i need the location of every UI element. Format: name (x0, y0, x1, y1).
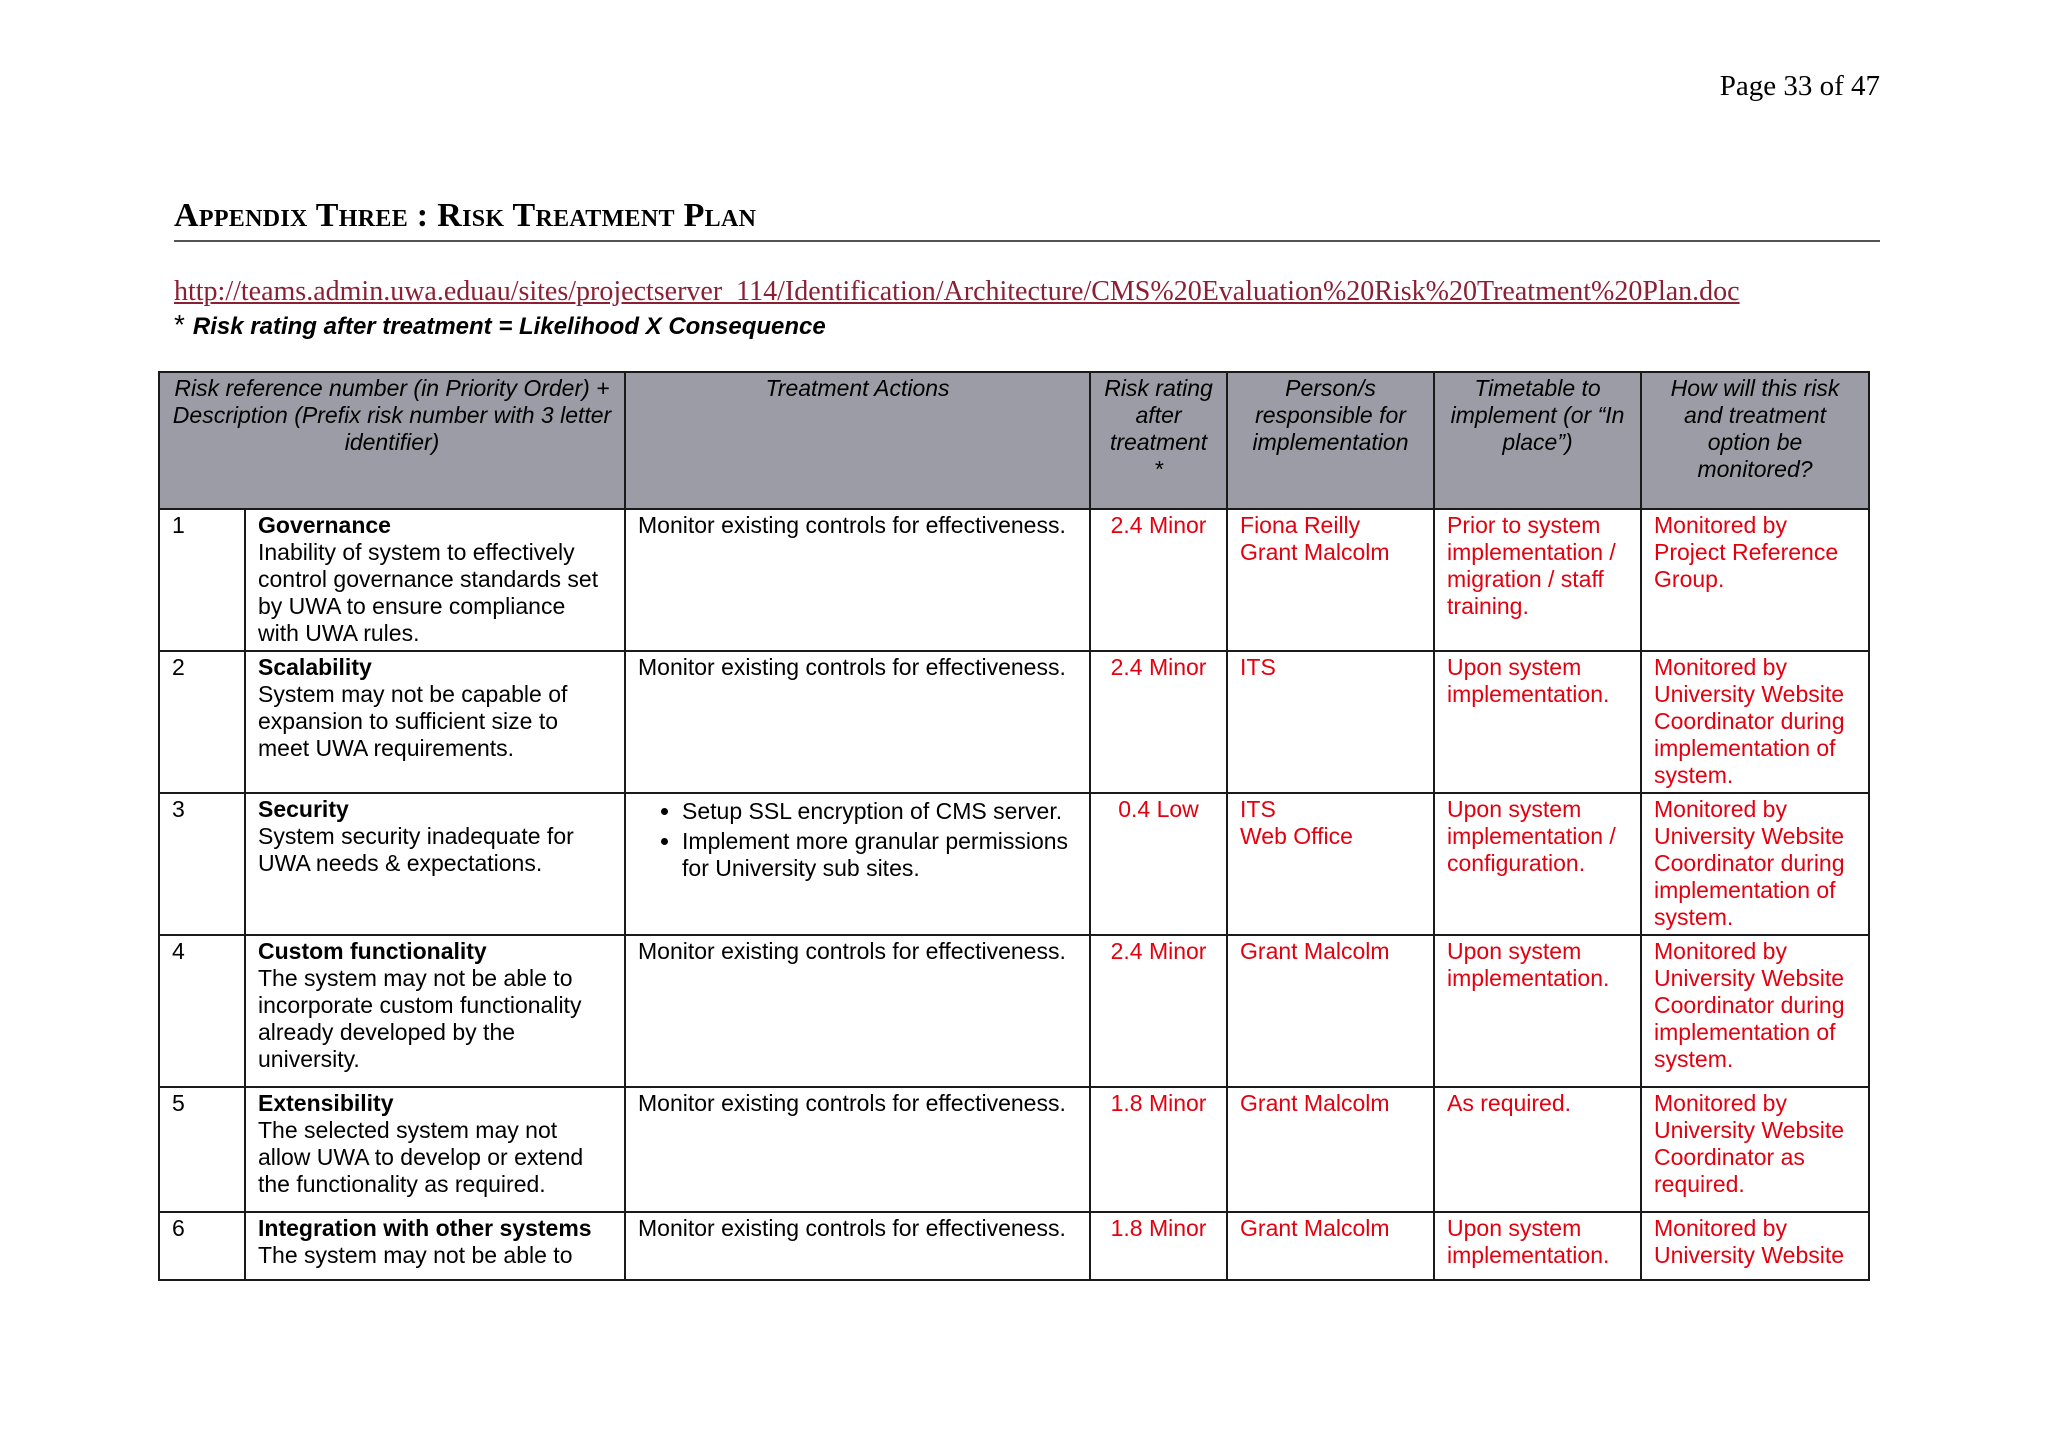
risk-description: The system may not be able to (258, 1242, 573, 1268)
treatment-actions: Monitor existing controls for effectiveness. (625, 1212, 1090, 1280)
treatment-actions: Monitor existing controls for effectiveness. (625, 935, 1090, 1087)
table-header-row (159, 372, 1869, 509)
treatment-actions: Monitor existing controls for effectiveness. (625, 651, 1090, 793)
person-name: Grant Malcolm (1240, 1215, 1390, 1241)
header-risk-rating: Risk rating after treatment * (1090, 372, 1227, 509)
responsible-persons (1227, 793, 1434, 935)
risk-title: Custom functionality (258, 938, 487, 964)
risk-title: Extensibility (258, 1090, 394, 1116)
risk-description-cell (245, 651, 625, 793)
person-name: Grant Malcolm (1240, 539, 1390, 565)
responsible-persons (1227, 1087, 1434, 1212)
heading-underline (174, 240, 1880, 242)
risk-description: The system may not be able to incorporate custom functionality already developed by the university. (258, 965, 582, 1072)
risk-description-cell (245, 1212, 625, 1280)
risk-description-cell (245, 793, 625, 935)
risk-description: The selected system may not allow UWA to develop or extend the functionality as required. (258, 1117, 584, 1197)
table-row (159, 793, 1869, 935)
risk-number: 2 (159, 651, 245, 793)
risk-title: Security (258, 796, 349, 822)
header-treatment-actions: Treatment Actions (625, 372, 1090, 509)
table-row (159, 651, 1869, 793)
monitoring: Monitored by University Website Coordinator during implementation of system. (1641, 935, 1869, 1087)
person-name: ITS (1240, 796, 1276, 822)
monitoring: Monitored by Project Reference Group. (1641, 509, 1869, 651)
person-name: Fiona Reilly (1240, 512, 1361, 538)
risk-title: Governance (258, 512, 391, 538)
risk-rating: 2.4 Minor (1090, 651, 1227, 793)
risk-description: Inability of system to effectively control governance standards set by UWA to ensure compliance with UWA rules. (258, 539, 599, 646)
risk-title: Scalability (258, 654, 372, 680)
risk-number: 1 (159, 509, 245, 651)
timetable: Upon system implementation / configuration. (1434, 793, 1641, 935)
footnote-text: Risk rating after treatment = Likelihood X Consequence (192, 313, 826, 340)
person-name: Grant Malcolm (1240, 938, 1390, 964)
header-risk-reference: Risk reference number (in Priority Order) + Description (Prefix risk number with 3 letter identifier) (159, 372, 625, 509)
risk-rating: 2.4 Minor (1090, 509, 1227, 651)
person-name: Grant Malcolm (1240, 1090, 1390, 1116)
responsible-persons (1227, 935, 1434, 1087)
treatment-actions: Monitor existing controls for effectiveness. (625, 1087, 1090, 1212)
timetable: Upon system implementation. (1434, 935, 1641, 1087)
page-number: Page 33 of 47 (1719, 70, 1880, 102)
risk-description: System may not be capable of expansion to sufficient size to meet UWA requirements. (258, 681, 568, 761)
rating-footnote (174, 307, 1874, 345)
risk-number: 6 (159, 1212, 245, 1280)
treatment-actions: Monitor existing controls for effectiveness. (625, 509, 1090, 651)
header-person-responsible: Person/s responsible for implementation (1227, 372, 1434, 509)
action-bullet-list (638, 798, 1077, 882)
table-row (159, 1087, 1869, 1212)
responsible-persons (1227, 509, 1434, 651)
monitoring: Monitored by University Website Coordinator during implementation of system. (1641, 651, 1869, 793)
header-timetable: Timetable to implement (or “In place”) (1434, 372, 1641, 509)
table-row (159, 935, 1869, 1087)
treatment-actions (625, 793, 1090, 935)
risk-description-cell (245, 509, 625, 651)
monitoring: Monitored by University Website Coordinator during implementation of system. (1641, 793, 1869, 935)
document-link[interactable]: http://teams.admin.uwa.eduau/sites/projectserver_114/Identification/Architecture/CMS%20Evaluation%20Risk%20Treatment%20Plan.doc (174, 276, 1740, 307)
footnote-star: * (174, 309, 185, 340)
risk-title: Integration with other systems (258, 1215, 592, 1241)
timetable: Upon system implementation. (1434, 1212, 1641, 1280)
risk-rating: 0.4 Low (1090, 793, 1227, 935)
risk-rating: 1.8 Minor (1090, 1212, 1227, 1280)
responsible-persons (1227, 1212, 1434, 1280)
risk-description-cell (245, 1087, 625, 1212)
header-monitoring: How will this risk and treatment option be monitored? (1641, 372, 1869, 509)
risk-number: 3 (159, 793, 245, 935)
responsible-persons (1227, 651, 1434, 793)
table-row (159, 1212, 1869, 1280)
timetable: Prior to system implementation / migration / staff training. (1434, 509, 1641, 651)
risk-rating: 2.4 Minor (1090, 935, 1227, 1087)
timetable: Upon system implementation. (1434, 651, 1641, 793)
table-row (159, 509, 1869, 651)
timetable: As required. (1434, 1087, 1641, 1212)
monitoring: Monitored by University Website Coordinator as required. (1641, 1087, 1869, 1212)
risk-number: 5 (159, 1087, 245, 1212)
action-bullet: • Implement more granular permissions for University sub sites. (682, 828, 1077, 882)
risk-description-cell (245, 935, 625, 1087)
risk-number: 4 (159, 935, 245, 1087)
risk-rating: 1.8 Minor (1090, 1087, 1227, 1212)
risk-description: System security inadequate for UWA needs & expectations. (258, 823, 574, 876)
person-name: ITS (1240, 654, 1276, 680)
person-name: Web Office (1240, 823, 1353, 849)
risk-treatment-table (158, 371, 1870, 1281)
appendix-heading: Appendix Three : Risk Treatment Plan (174, 197, 757, 234)
monitoring: Monitored by University Website (1641, 1212, 1869, 1280)
action-bullet: • Setup SSL encryption of CMS server. (682, 798, 1077, 825)
